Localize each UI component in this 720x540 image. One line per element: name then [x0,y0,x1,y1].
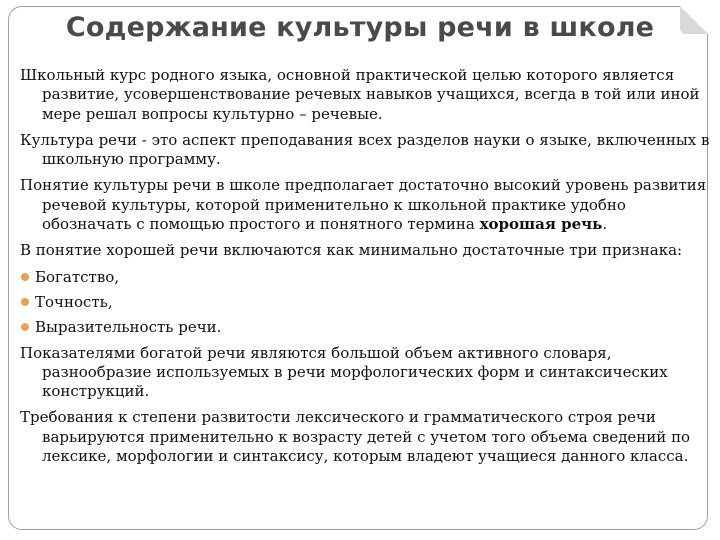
bullet-dot-icon [21,323,29,331]
concept-end: . [602,215,608,234]
list-item-text: Богатство, [35,267,120,286]
list-item [20,318,720,337]
slide-title: Содержание культуры речи в школе [65,12,655,43]
bullet-dot-icon [21,273,29,281]
list-item [20,293,720,312]
list-item-text: Выразительность речи. [35,318,222,337]
concept-text: Понятие культуры речи в школе предполагает достаточно высокий уровень развития речевой культуры, которой применительно к школьной практике удобно обозначать с помощью простого и понятного термина [20,176,707,234]
paragraph-indicators: Показателями богатой речи являются большой объем активного словаря, разнообразие используемых в речи морфологических форм и синтаксических конструкций. [20,343,668,401]
paragraph-course: Школьный курс родного языка, основной практической целью которого является развитие, усовершенствование речевых навыков учащихся, всегда в той или иной мере решал вопросы культурно – речевые. [20,66,700,123]
paragraph-concept [20,176,720,234]
paragraph-requirements: Требования к степени развитости лексического и грамматического строя речи варьируются применительно к возрасту детей с учетом того объема сведений по лексике, морфологии и синтаксису, которым владеют учащиеся данного класса. [20,408,691,466]
bullet-dot-icon [21,298,29,306]
paragraph-definition: Культура речи - это аспект преподавания всех разделов науки о языке, включенных в школьную программу. [20,130,710,169]
good-speech-term: хорошая речь [479,215,603,234]
list-item-text: Точность, [35,292,113,311]
paragraph-features: В понятие хорошей речи включаются как минимально достаточные три признака: [20,241,683,260]
slide-content [20,66,720,473]
list-item [20,268,720,287]
